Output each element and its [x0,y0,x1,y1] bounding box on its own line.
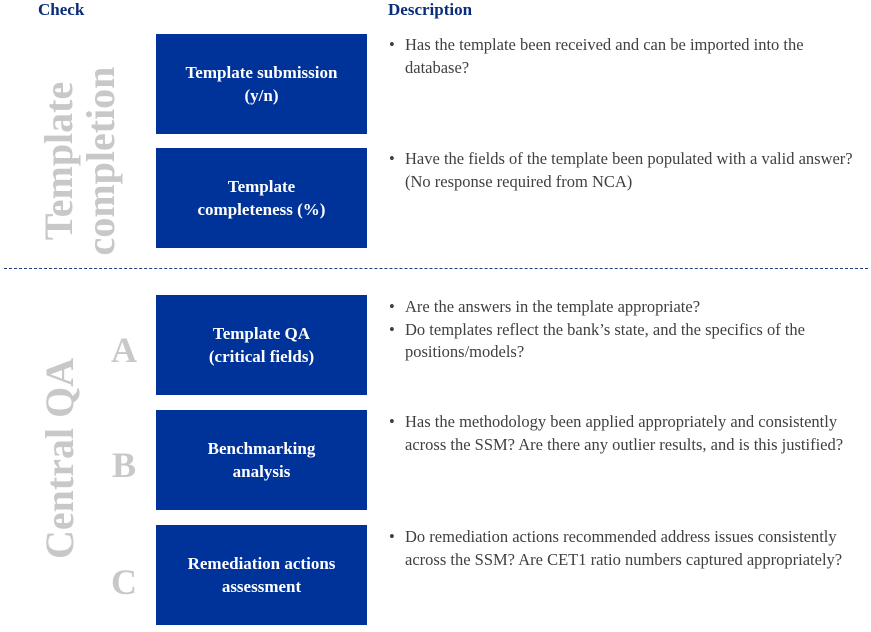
template-qa-description [388,296,858,364]
benchmarking-analysis-box: Benchmarking analysis [156,410,367,510]
template-submission-description [388,34,858,79]
description-column-header: Description [388,0,473,19]
description-bullet: • Are the answers in the template appropriate? [388,296,858,319]
check-column-header: Check [38,0,85,19]
remediation-actions-description [388,526,858,571]
template-qa-box: Template QA (critical fields) [156,295,367,395]
remediation-actions-box: Remediation actions assessment [156,525,367,625]
section-divider [4,268,868,269]
template-completeness-box: Template completeness (%) [156,148,367,248]
description-bullet: • Have the fields of the template been populated with a valid answer? (No response required from NCA) [388,148,858,193]
description-bullet: • Has the template been received and can be imported into the database? [388,34,858,79]
template-completion-label-line1: Template [36,81,81,241]
template-completion-section-label [38,61,122,261]
template-submission-box: Template submission (y/n) [156,34,367,134]
description-bullet: • Do remediation actions recommended address issues consistently across the SSM? Are CET1 ratio numbers captured appropriately? [388,526,858,571]
letter-a: A [111,330,137,370]
description-bullet: • Do templates reflect the bank’s state, and the specifics of the positions/models? [388,319,858,364]
letter-b: B [111,445,136,485]
description-bullet: • Has the methodology been applied appropriately and consistently across the SSM? Are there any outlier results, and is this justified? [388,411,858,456]
central-qa-label-text: Central QA [37,357,82,559]
letter-c: C [111,562,137,602]
template-completeness-description [388,148,858,193]
benchmarking-analysis-description [388,411,858,456]
central-qa-section-label [39,359,81,559]
template-completion-label-line2: completion [78,66,123,256]
